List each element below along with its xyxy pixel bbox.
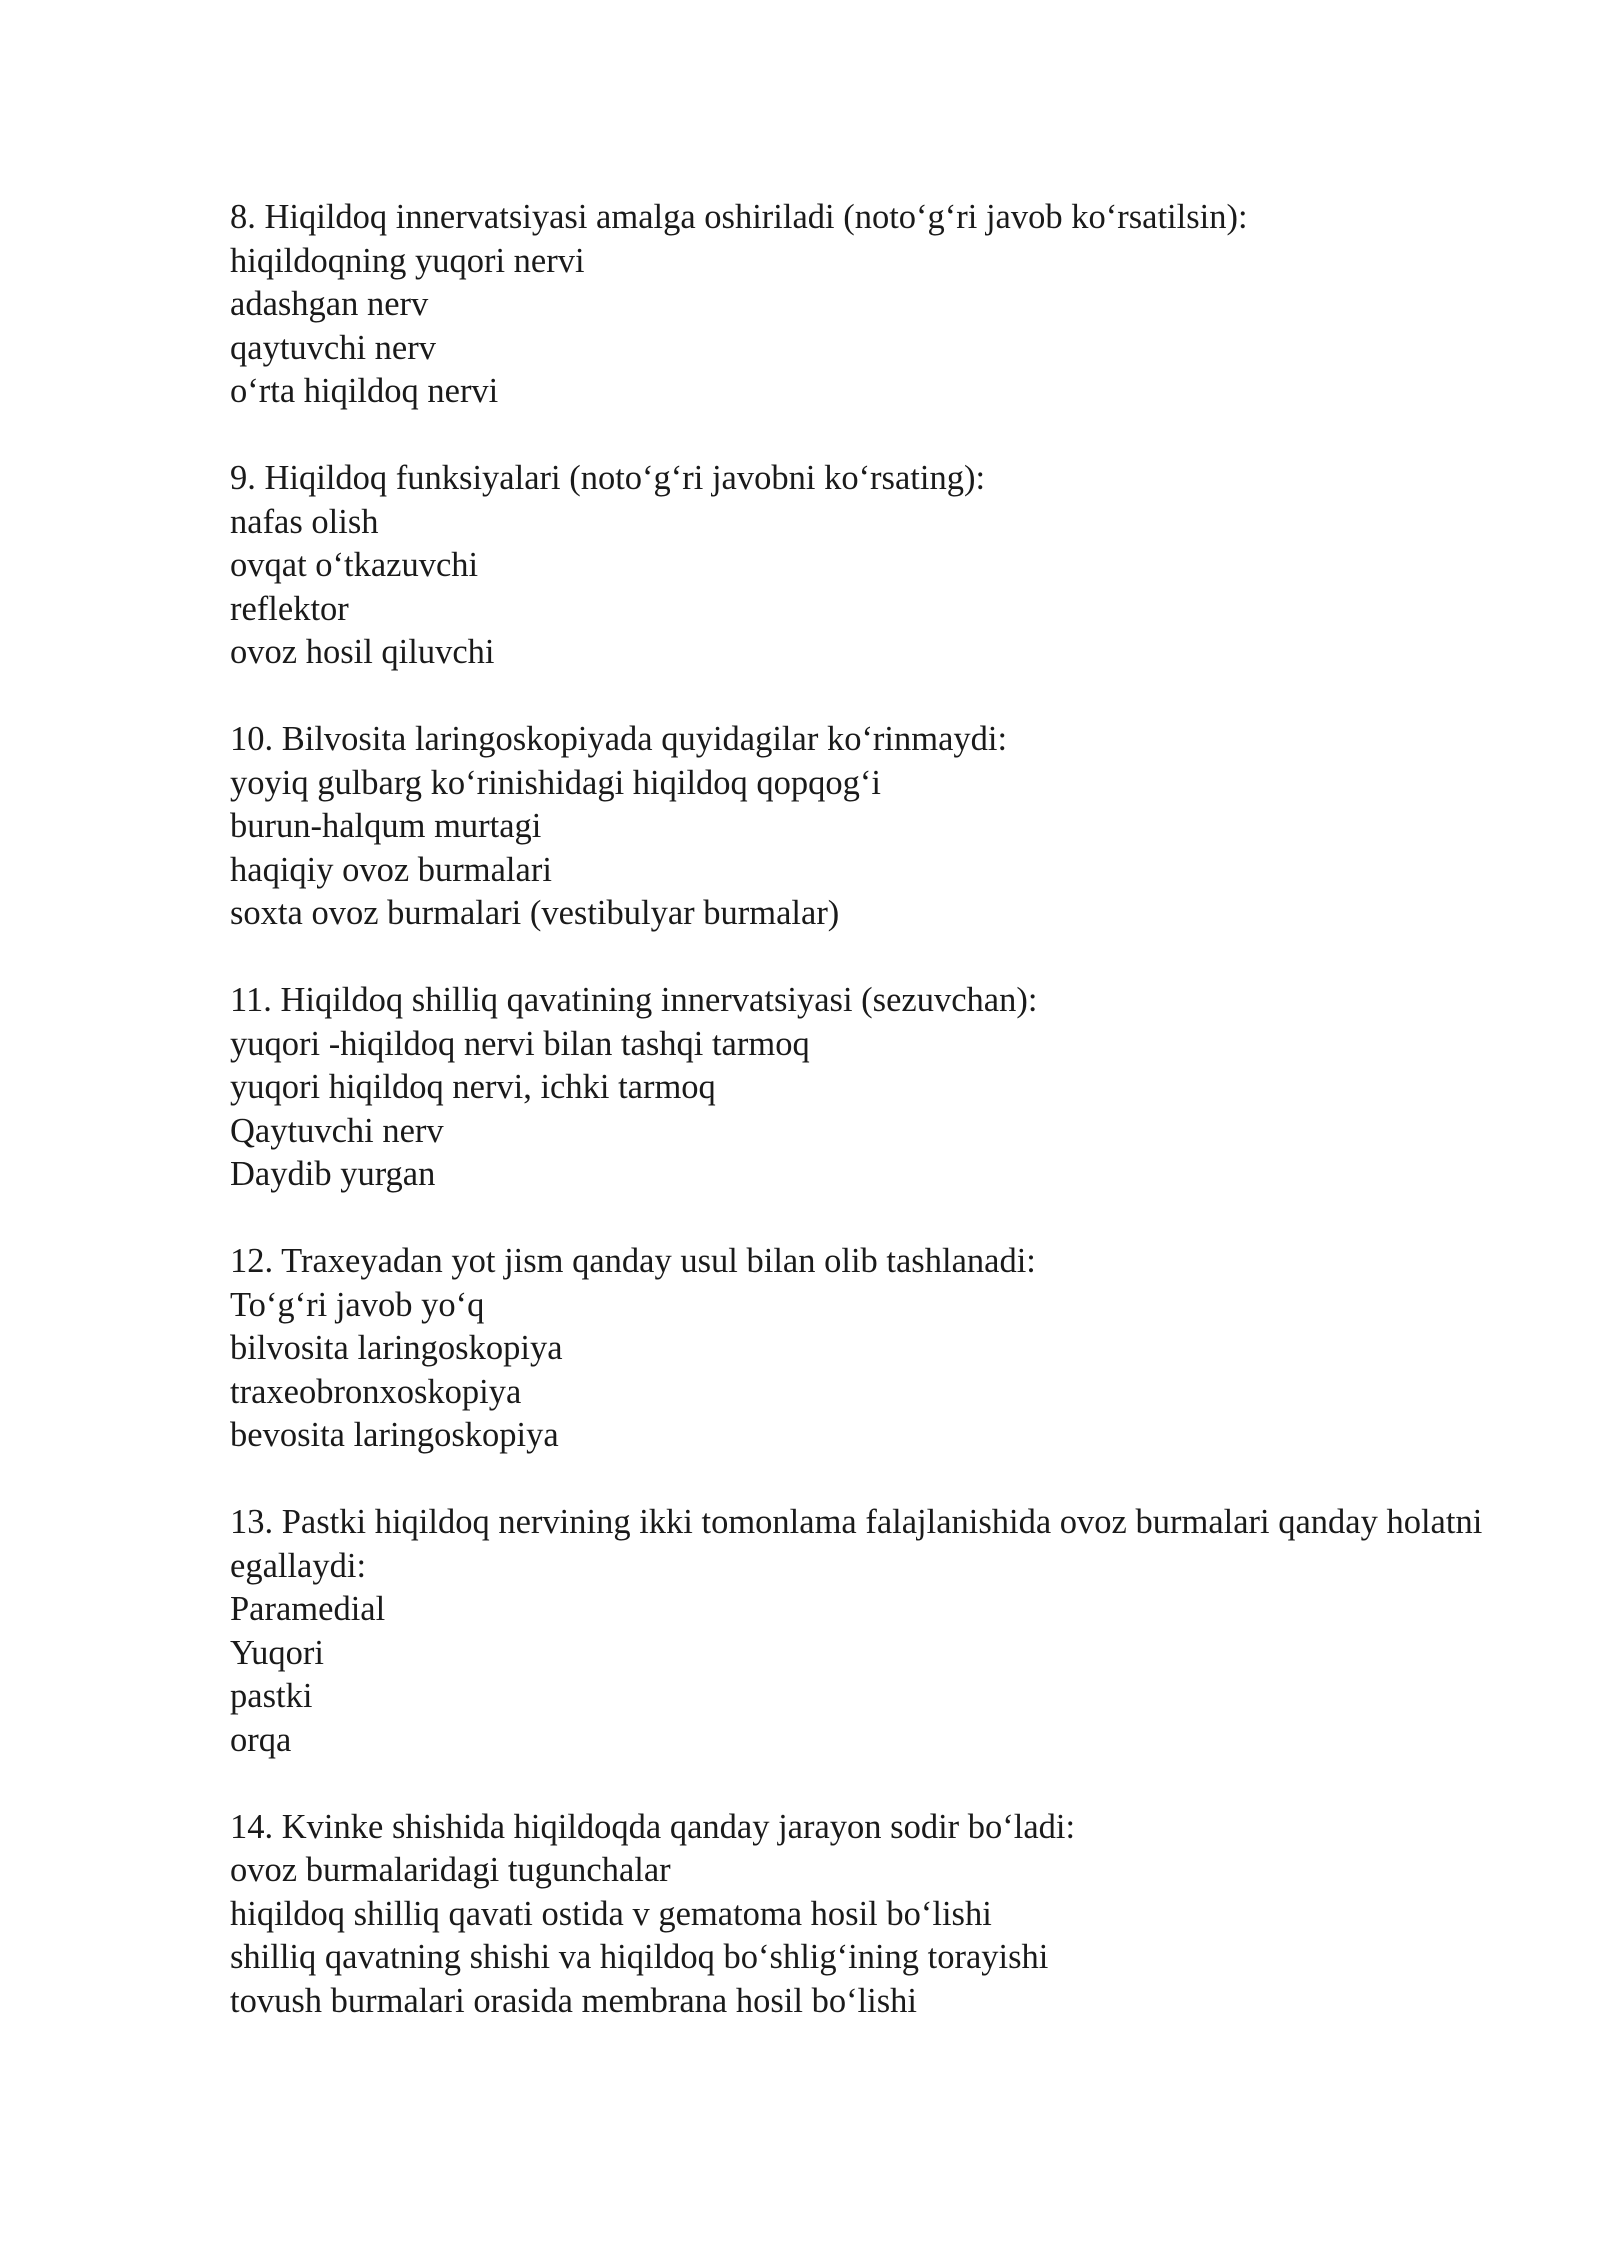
answer-option: To‘g‘ri javob yo‘q [230, 1285, 485, 1324]
answer-option: qaytuvchi nerv [230, 328, 436, 367]
answer-option: orqa [230, 1720, 292, 1759]
answer-option: ovoz burmalaridagi tugunchalar [230, 1851, 671, 1889]
answer-option: yoyiq gulbarg ko‘rinishidagi hiqildoq qopqog‘i [230, 763, 881, 802]
answer-option: Qaytuvchi nerv [230, 1111, 444, 1150]
answer-options [230, 1023, 1530, 1197]
answer-options [230, 762, 1530, 936]
question-12 [230, 1240, 1530, 1458]
question-text: 14. Kvinke shishida hiqildoqda qanday jarayon sodir bo‘ladi: [230, 1807, 1076, 1846]
answer-option: hiqildoq shilliq qavati ostida v gematoma hosil bo‘lishi [230, 1894, 992, 1933]
answer-option: o‘rta hiqildoq nervi [230, 372, 499, 410]
answer-option: shilliq qavatning shishi va hiqildoq bo‘shlig‘ining torayishi [230, 1938, 1049, 1976]
question-11 [230, 979, 1530, 1197]
answer-option: ovqat o‘tkazuvchi [230, 546, 479, 584]
answer-options [230, 1284, 1530, 1458]
answer-option: Paramedial [230, 1590, 386, 1628]
question-text: 11. Hiqildoq shilliq qavatining innervatsiyasi (sezuvchan): [230, 981, 1038, 1019]
answer-option: bevosita laringoskopiya [230, 1416, 559, 1454]
answer-option: yuqori -hiqildoq nervi bilan tashqi tarmoq [230, 1024, 810, 1063]
answer-option: bilvosita laringoskopiya [230, 1329, 563, 1367]
question-text: 8. Hiqildoq innervatsiyasi amalga oshiriladi (noto‘g‘ri javob ko‘rsatilsin): [230, 198, 1248, 236]
answer-options [230, 1849, 1530, 2023]
answer-option: nafas olish [230, 502, 379, 541]
document-page [230, 196, 1530, 2067]
answer-option: hiqildoqning yuqori nervi [230, 241, 585, 280]
question-text: 9. Hiqildoq funksiyalari (noto‘g‘ri javobni ko‘rsating): [230, 459, 986, 497]
answer-option: haqiqiy ovoz burmalari [230, 850, 552, 889]
answer-option: adashgan nerv [230, 285, 429, 323]
answer-option: yuqori hiqildoq nervi, ichki tarmoq [230, 1068, 716, 1106]
answer-option: tovush burmalari orasida membrana hosil bo‘lishi [230, 1981, 917, 2020]
answer-option: traxeobronxoskopiya [230, 1372, 522, 1411]
answer-option: Yuqori [230, 1633, 324, 1672]
answer-option: reflektor [230, 589, 349, 628]
answer-options [230, 501, 1530, 675]
answer-option: ovoz hosil qiluvchi [230, 633, 495, 671]
answer-options [230, 240, 1530, 414]
question-text: 13. Pastki hiqildoq nervining ikki tomonlama falajlanishida ovoz burmalari qanday holatni egallaydi: [230, 1503, 1483, 1585]
answer-option: burun-halqum murtagi [230, 807, 542, 845]
question-13 [230, 1501, 1530, 1762]
question-10 [230, 718, 1530, 936]
question-text: 10. Bilvosita laringoskopiyada quyidagilar ko‘rinmaydi: [230, 720, 1008, 758]
answer-option: soxta ovoz burmalari (vestibulyar burmalar) [230, 894, 840, 932]
question-9 [230, 457, 1530, 675]
question-text: 12. Traxeyadan yot jism qanday usul bilan olib tashlanadi: [230, 1242, 1036, 1280]
answer-option: pastki [230, 1677, 313, 1715]
question-8 [230, 196, 1530, 414]
answer-options [230, 1588, 1530, 1762]
question-14 [230, 1806, 1530, 2024]
answer-option: Daydib yurgan [230, 1155, 436, 1193]
